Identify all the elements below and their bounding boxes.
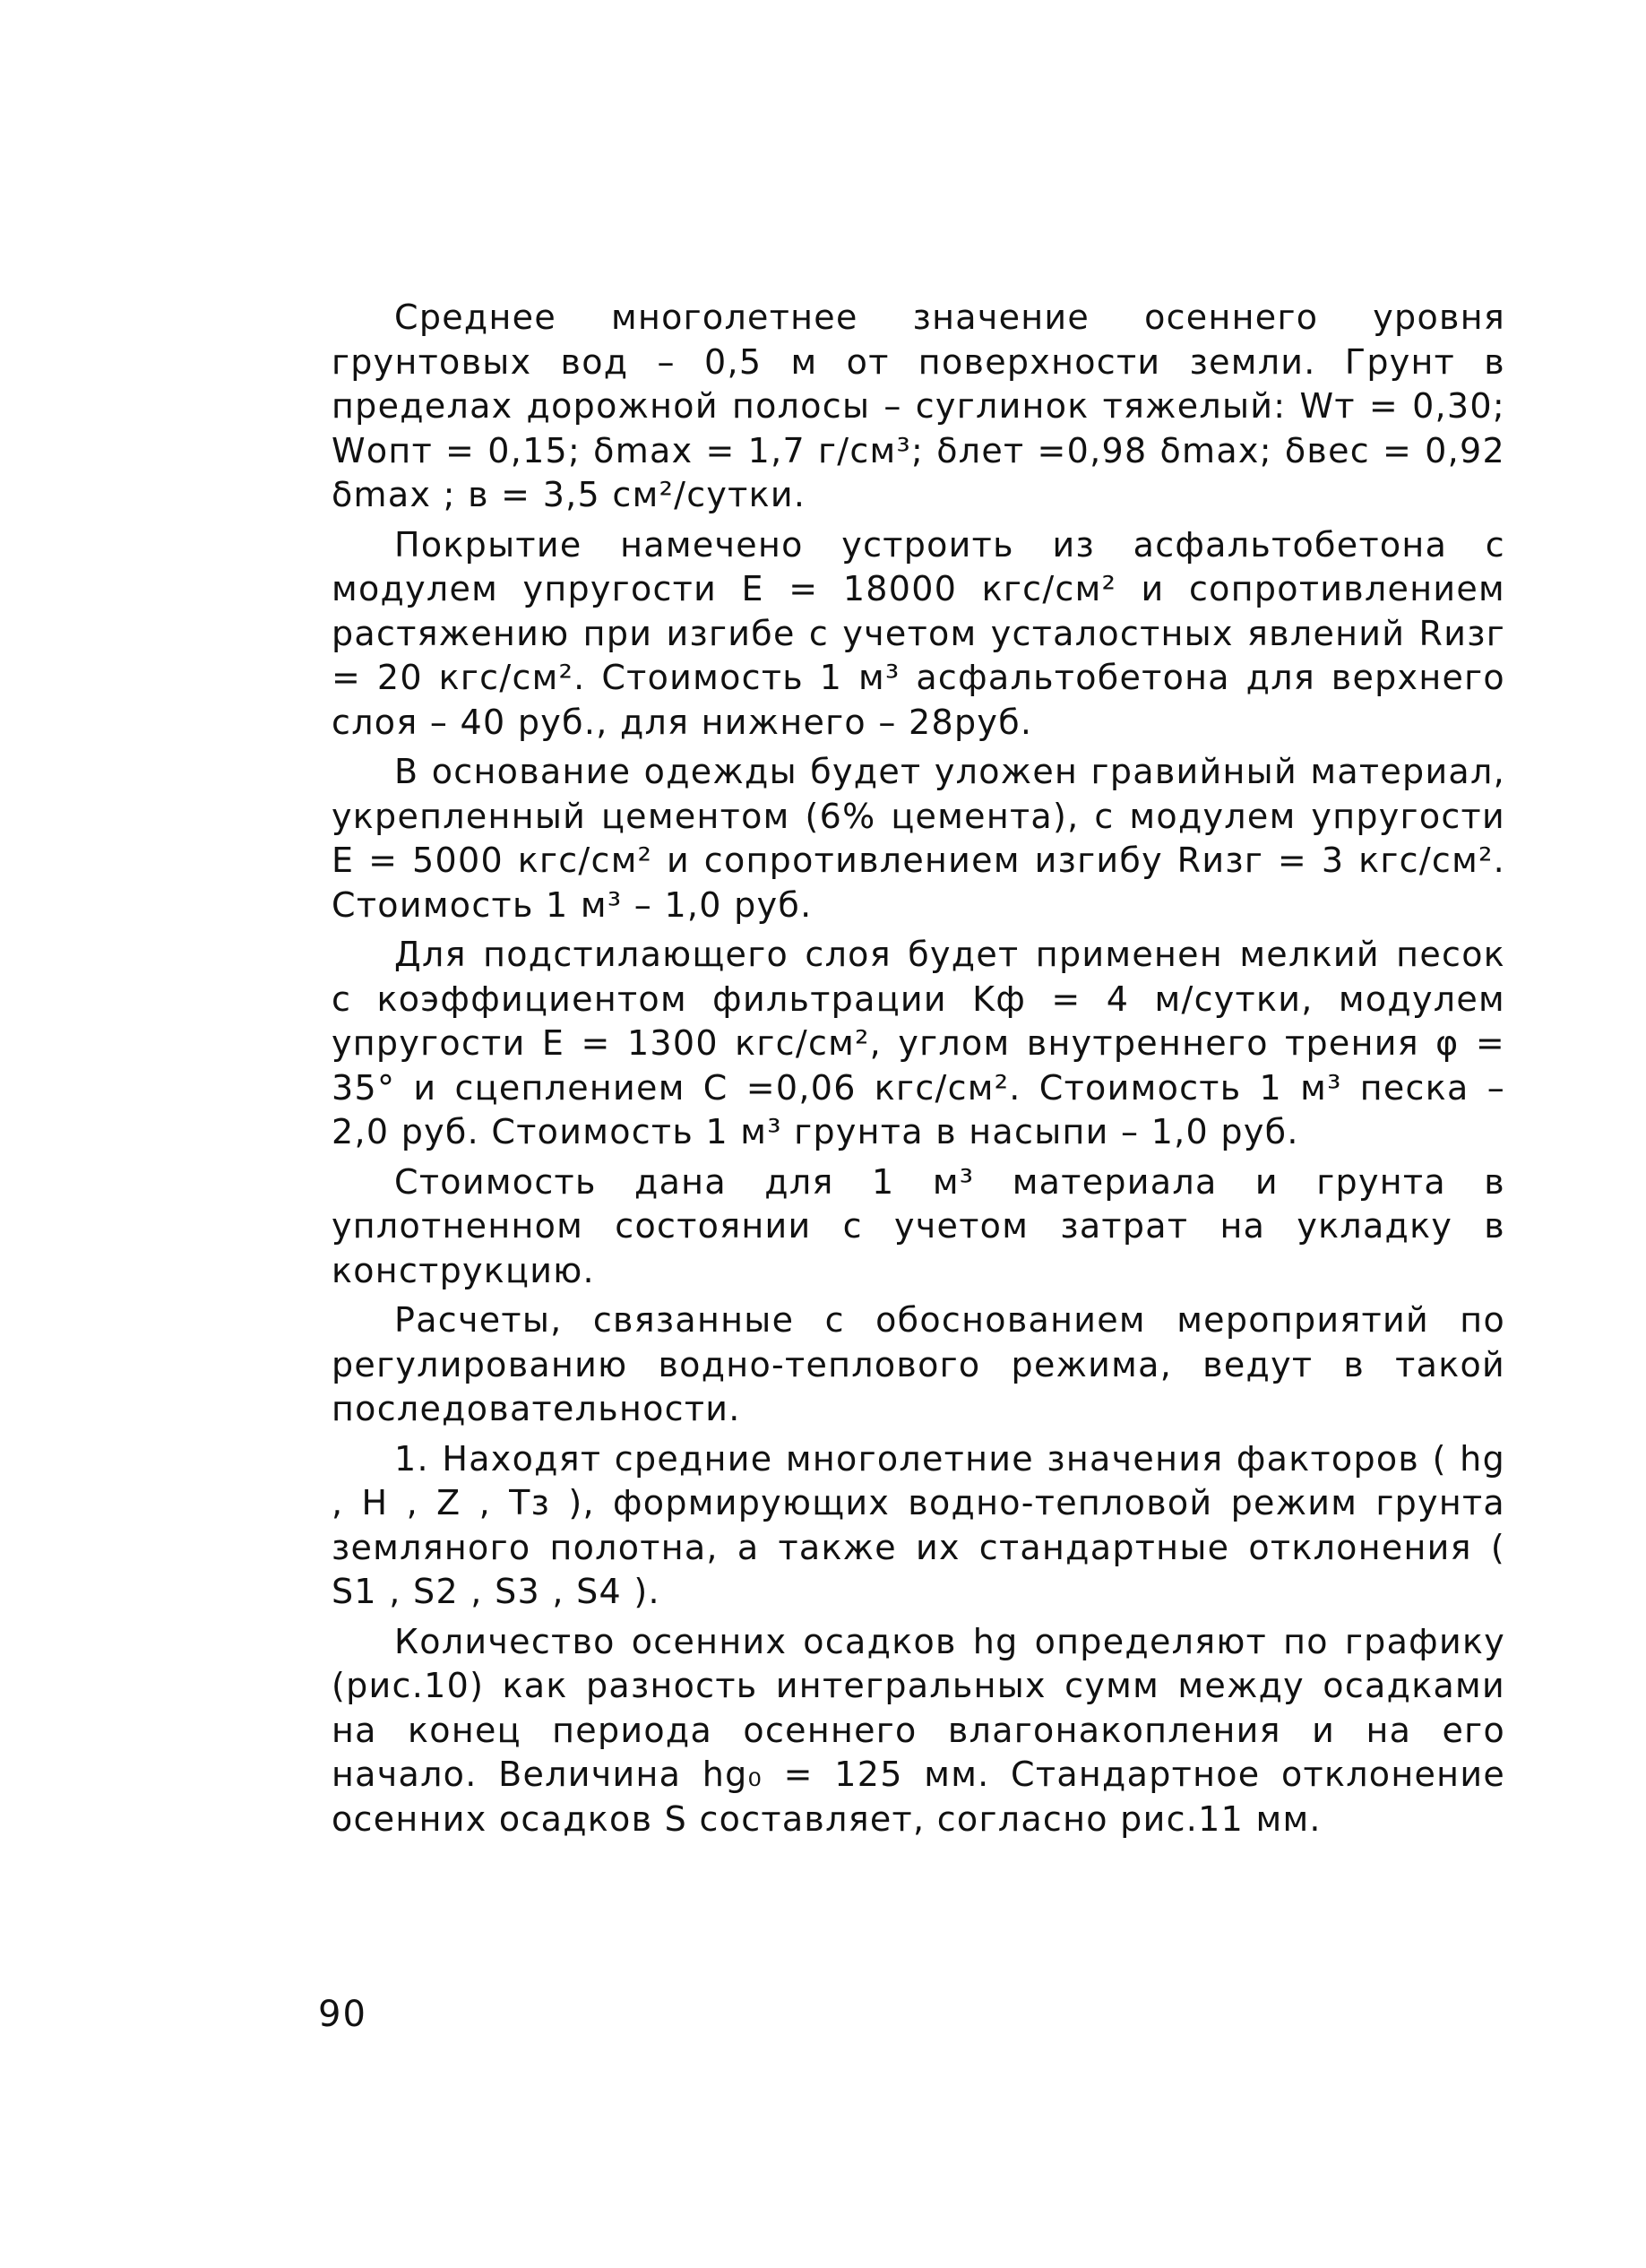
paragraph-calculation-sequence: Расчеты, связанные с обоснованием мероприятий по регулированию водно-теплового режима, ведут в такой последовательности. [332,1300,1505,1428]
paragraph-sand-subbase: Для подстилающего слоя будет применен мелкий песок с коэффициентом фильтрации Kф = 4 м/сутки, модулем упругости E = 1300 кгс/см², углом внутреннего трения φ = 35° и сцеплением C =0,06 кгс/см². Стоимость 1 м³ песка – 2,0 руб. Стоимость 1 м³ грунта в насыпи – 1,0 руб. [332,935,1505,1151]
paragraph-asphalt-surface: Покрытие намечено устроить из асфальтобетона с модулем упругости E = 18000 кгс/см² и сопротивлением растяжению при изгибе с учетом усталостных явлений Rизг = 20 кгс/см². Стоимость 1 м³ асфальтобетона для верхнего слоя – 40 руб., для нижнего – 28руб. [332,524,1505,742]
body-text [332,296,1505,1841]
page-number: 90 [318,1994,367,2035]
paragraph-autumn-precipitation: Количество осенних осадков hg определяют по графику (рис.10) как разность интегральных сумм между осадками на конец периода осеннего влагонакопления и на его начало. Величина hg₀ = 125 мм. Стандартное отклонение осенних осадков S составляет, согласно рис.11 мм. [332,1621,1505,1839]
paragraph-gravel-base: В основание одежды будет уложен гравийный материал, укрепленный цементом (6% цемента), с модулем упругости E = 5000 кгс/см² и сопротивлением изгибу Rизг = 3 кгс/см². Стоимость 1 м³ – 1,0 руб. [332,752,1505,925]
paragraph-groundwater-conditions: Среднее многолетнее значение осеннего уровня грунтовых вод – 0,5 м от поверхности земли. Грунт в пределах дорожной полосы – суглинок тяжелый: Wт = 0,30; Wопт = 0,15; δmax = 1,7 г/см³; δлет =0,98 δmax; δвес = 0,92 δmax ; в = 3,5 см²/сутки. [332,298,1505,514]
paragraph-cost-note: Стоимость дана для 1 м³ материала и грунта в уплотненном состоянии с учетом затрат на укладку в конструкцию. [332,1161,1505,1290]
paragraph-step-one: 1. Находят средние многолетние значения факторов ( hg , H , Z , Tз ), формирующих водно-тепловой режим грунта земляного полотна, а также их стандартные отклонения ( S1 , S2 , S3 , S4 ). [332,1438,1505,1611]
